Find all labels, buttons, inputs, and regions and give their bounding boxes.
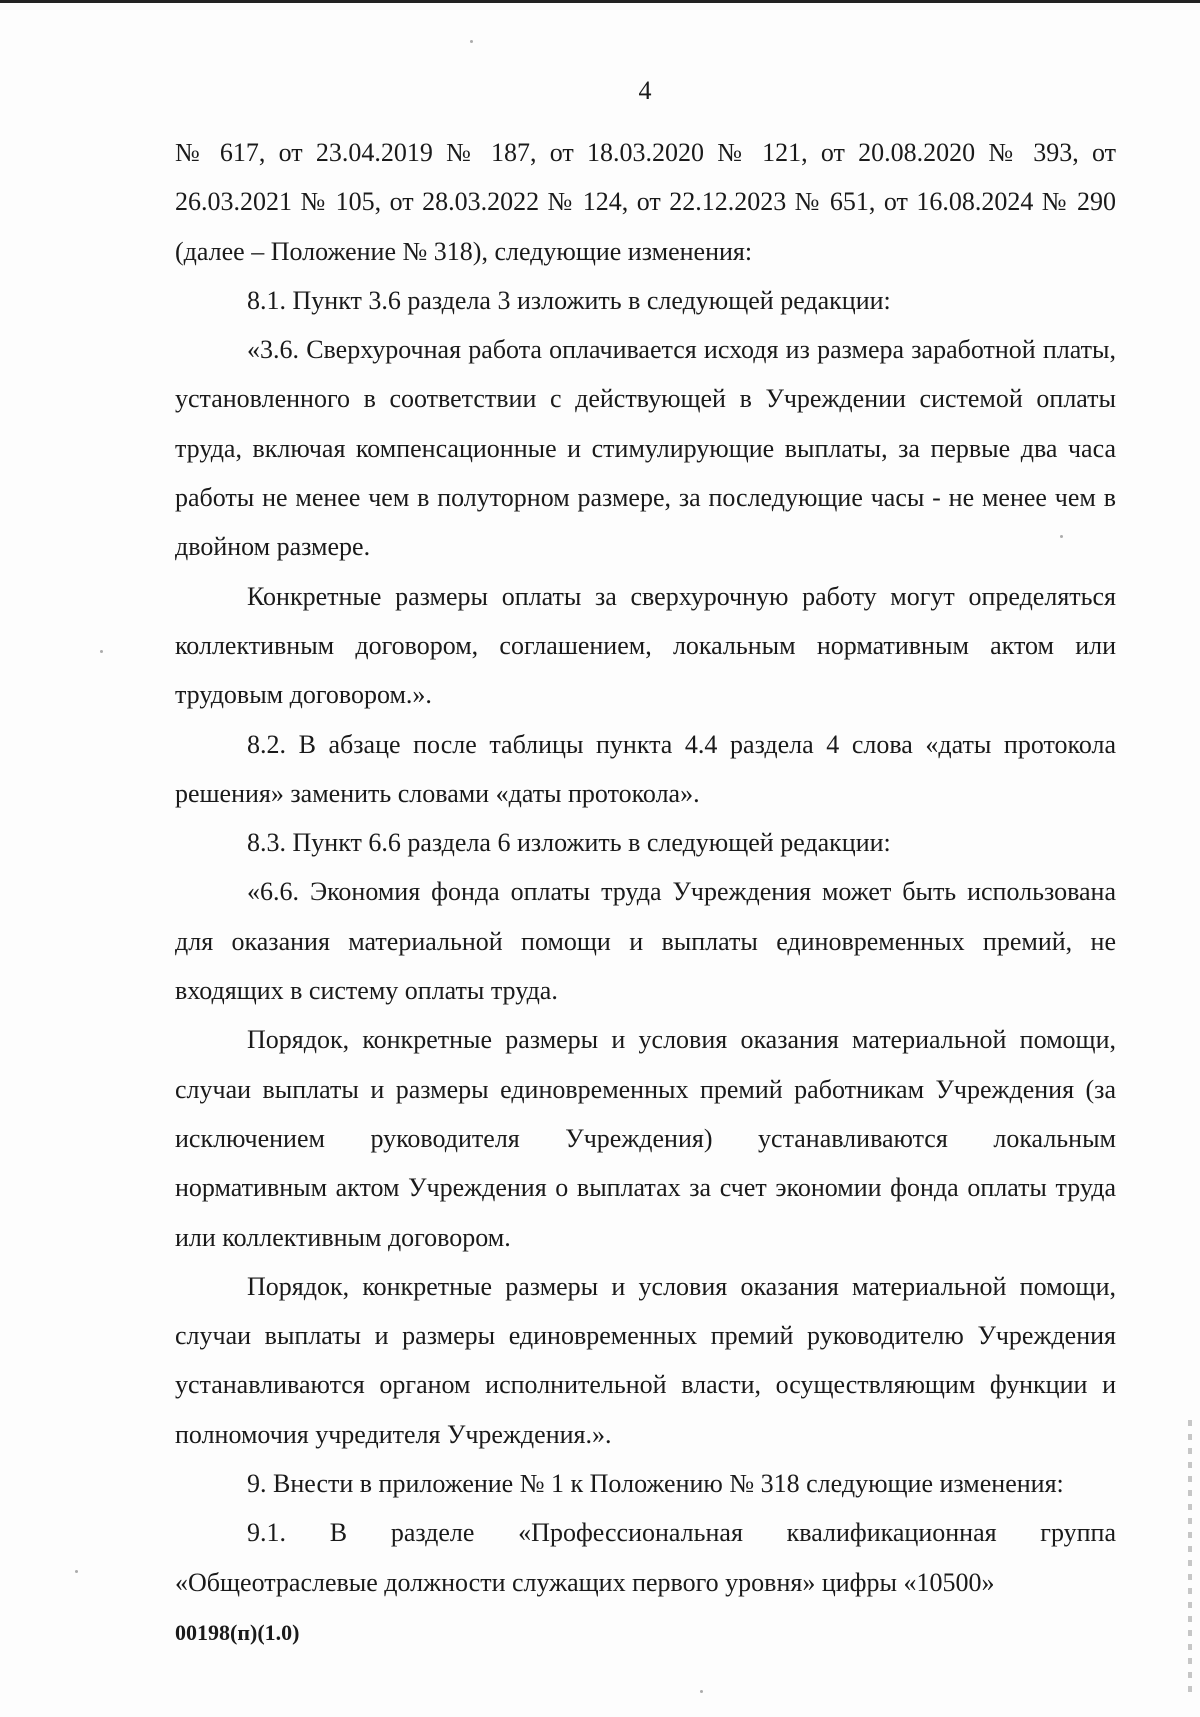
scan-speck xyxy=(75,1570,78,1573)
paragraph-overtime-amounts: Конкретные размеры оплаты за сверхурочную работу могут определяться коллективным договором, соглашением, локальным нормативным актом или трудовым договором.». xyxy=(175,581,1116,710)
paragraph-9: 9. Внести в приложение № 1 к Положению № 318 следующие изменения: xyxy=(247,1469,1064,1499)
page-number: 4 xyxy=(638,76,652,105)
scan-edge-artifact xyxy=(1188,1420,1192,1700)
paragraph-continuation: № 617, от 23.04.2019 № 187, от 18.03.2020 № 121, от 20.08.2020 № 393, от 26.03.2021 № 105, от 28.03.2022 № 124, от 22.12.2023 № 651, от 16.08.2024 № 290 (далее – Положение № 318), следующие изменения: xyxy=(175,138,1116,266)
paragraph-8-1: 8.1. Пункт 3.6 раздела 3 изложить в следующей редакции: xyxy=(247,285,891,315)
paragraph-6-6-quote: «6.6. Экономия фонда оплаты труда Учреждения может быть использована для оказания материальной помощи и выплаты единовременных премий, не входящих в систему оплаты труда. xyxy=(175,877,1116,1006)
paragraph-8-3: 8.3. Пункт 6.6 раздела 6 изложить в следующей редакции: xyxy=(247,828,891,858)
top-scan-border xyxy=(0,0,1200,3)
scan-speck xyxy=(700,1690,703,1693)
scan-speck xyxy=(100,650,103,653)
paragraph-3-6-quote: «3.6. Сверхурочная работа оплачивается исходя из размера заработной платы, установленного в соответствии с действующей в Учреждении системой оплаты труда, включая компенсационные и стимулирующие выплаты, за первые два часа работы не менее чем в полуторном размере, за последующие часы - не менее чем в двойном размере. xyxy=(175,335,1116,562)
document-code: 00198(п)(1.0) xyxy=(175,1620,300,1645)
paragraph-9-1: 9.1. В разделе «Профессиональная квалификационная группа «Общеотраслевые должности служащих первого уровня» цифры «10500» xyxy=(175,1518,1116,1597)
paragraph-procedure-employees: Порядок, конкретные размеры и условия оказания материальной помощи, случаи выплаты и размеры единовременных премий работникам Учреждения (за исключением руководителя Учреждения) устанавливаются локальным нормативным актом Учреждения о выплатах за счет экономии фонда оплаты труда или коллективным договором. xyxy=(175,1025,1116,1252)
scan-speck xyxy=(470,40,473,43)
document-body xyxy=(175,128,1116,1607)
paragraph-8-2: 8.2. В абзаце после таблицы пункта 4.4 раздела 4 слова «даты протокола решения» заменить словами «даты протокола». xyxy=(175,729,1116,808)
scan-speck xyxy=(1060,535,1063,538)
paragraph-procedure-director: Порядок, конкретные размеры и условия оказания материальной помощи, случаи выплаты и размеры единовременных премий руководителю Учреждения устанавливаются органом исполнительной власти, осуществляющим функции и полномочия учредителя Учреждения.». xyxy=(175,1271,1116,1449)
